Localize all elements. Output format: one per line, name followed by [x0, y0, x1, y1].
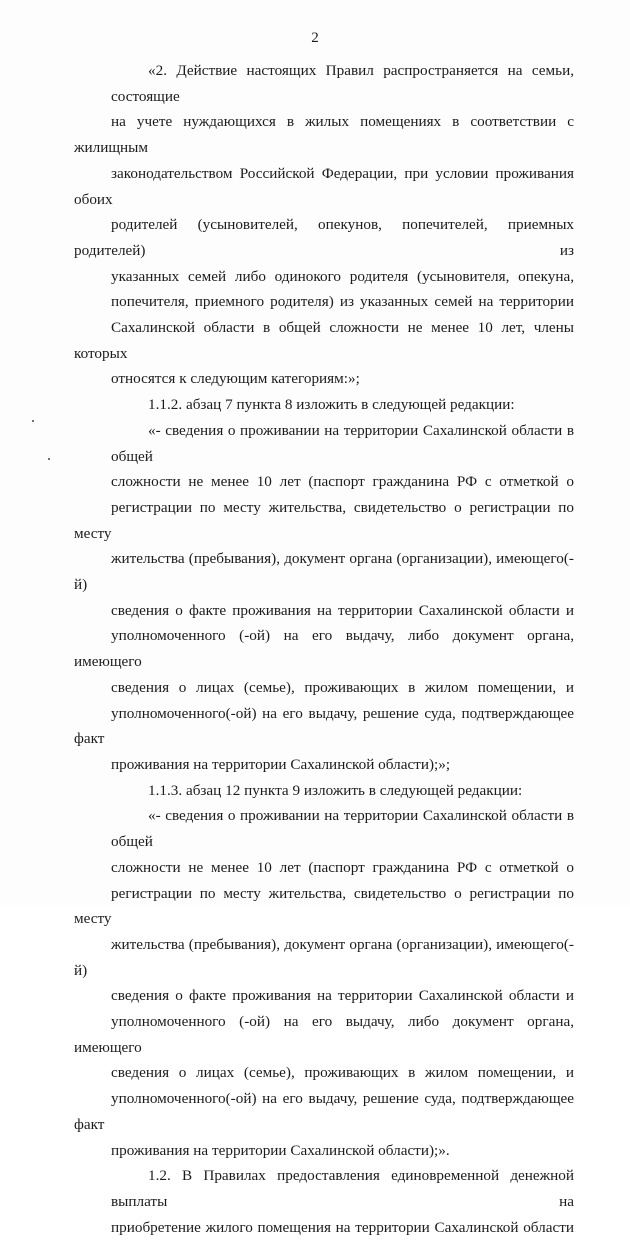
text-line: уполномоченного (-ой) на его выдачу, либо документ органа, имеющего: [74, 627, 574, 671]
text-line: относятся к следующим категориям:»;: [111, 370, 360, 388]
text-line: на учете нуждающихся в жилых помещениях в соответствии с жилищным: [74, 113, 574, 157]
paragraph-1-1-3-heading: [74, 778, 574, 804]
text-line: регистрации по месту жительства, свидетельство о регистрации по месту: [74, 498, 574, 542]
text-line: родителей (усыновителей, опекунов, попечителей, приемных родителей) из: [74, 216, 574, 259]
text-line: проживания на территории Сахалинской области);»;: [111, 755, 451, 773]
paragraph-1-1-2-quote: [74, 418, 574, 778]
text-line: сведения о лицах (семье), проживающих в жилом помещении, и: [111, 678, 574, 696]
text-line: приобретение жилого помещения на территории Сахалинской области: [111, 1218, 574, 1236]
paragraph-1-1-3-quote: [74, 803, 574, 1163]
text-line: жительства (пребывания), документ органа (организации), имеющего(-й): [74, 935, 574, 979]
text-line: «- сведения о проживании на территории Сахалинской области в общей: [111, 807, 574, 851]
document-body: [74, 58, 574, 1240]
text-line: Сахалинской области в общей сложности не менее 10 лет, члены которых: [74, 319, 574, 362]
paragraph-rule-2: [74, 58, 574, 392]
text-line: сведения о лицах (семье), проживающих в жилом помещении, и: [111, 1064, 574, 1082]
text-line: 1.1.3. абзац 12 пункта 9 изложить в следующей редакции:: [148, 781, 523, 799]
text-line: жительства (пребывания), документ органа (организации), имеющего(-й): [74, 550, 574, 594]
text-line: уполномоченного(-ой) на его выдачу, решение суда, подтверждающее факт: [74, 704, 574, 748]
text-line: 1.2. В Правилах предоставления единовременной денежной выплаты на: [111, 1167, 574, 1210]
paragraph-1-2: [74, 1163, 574, 1240]
scan-speck: [32, 420, 34, 422]
paragraph-1-1-2-heading: [74, 392, 574, 418]
text-line: уполномоченного (-ой) на его выдачу, либо документ органа, имеющего: [74, 1013, 574, 1056]
text-line: попечителя, приемного родителя) из указанных семей на территории: [111, 293, 574, 311]
text-line: сложности не менее 10 лет (паспорт гражданина РФ с отметкой о: [111, 473, 574, 491]
text-line: уполномоченного(-ой) на его выдачу, решение суда, подтверждающее факт: [74, 1090, 574, 1133]
text-line: законодательством Российской Федерации, при условии проживания обоих: [74, 164, 574, 208]
text-line: проживания на территории Сахалинской области);».: [111, 1141, 450, 1159]
text-line: сложности не менее 10 лет (паспорт гражданина РФ с отметкой о: [111, 858, 574, 876]
text-line: «- сведения о проживании на территории Сахалинской области в общей: [111, 421, 574, 465]
text-line: регистрации по месту жительства, свидетельство о регистрации по месту: [74, 884, 574, 928]
page-number: 2: [311, 30, 319, 46]
text-line: указанных семей либо одинокого родителя (усыновителя, опекуна,: [111, 267, 574, 285]
scan-speck: [48, 458, 50, 460]
text-line: «2. Действие настоящих Правил распространяется на семьи, состоящие: [111, 62, 574, 105]
text-line: сведения о факте проживания на территории Сахалинской области и: [111, 987, 574, 1005]
text-line: сведения о факте проживания на территории Сахалинской области и: [111, 601, 574, 619]
text-line: 1.1.2. абзац 7 пункта 8 изложить в следующей редакции:: [148, 396, 515, 414]
